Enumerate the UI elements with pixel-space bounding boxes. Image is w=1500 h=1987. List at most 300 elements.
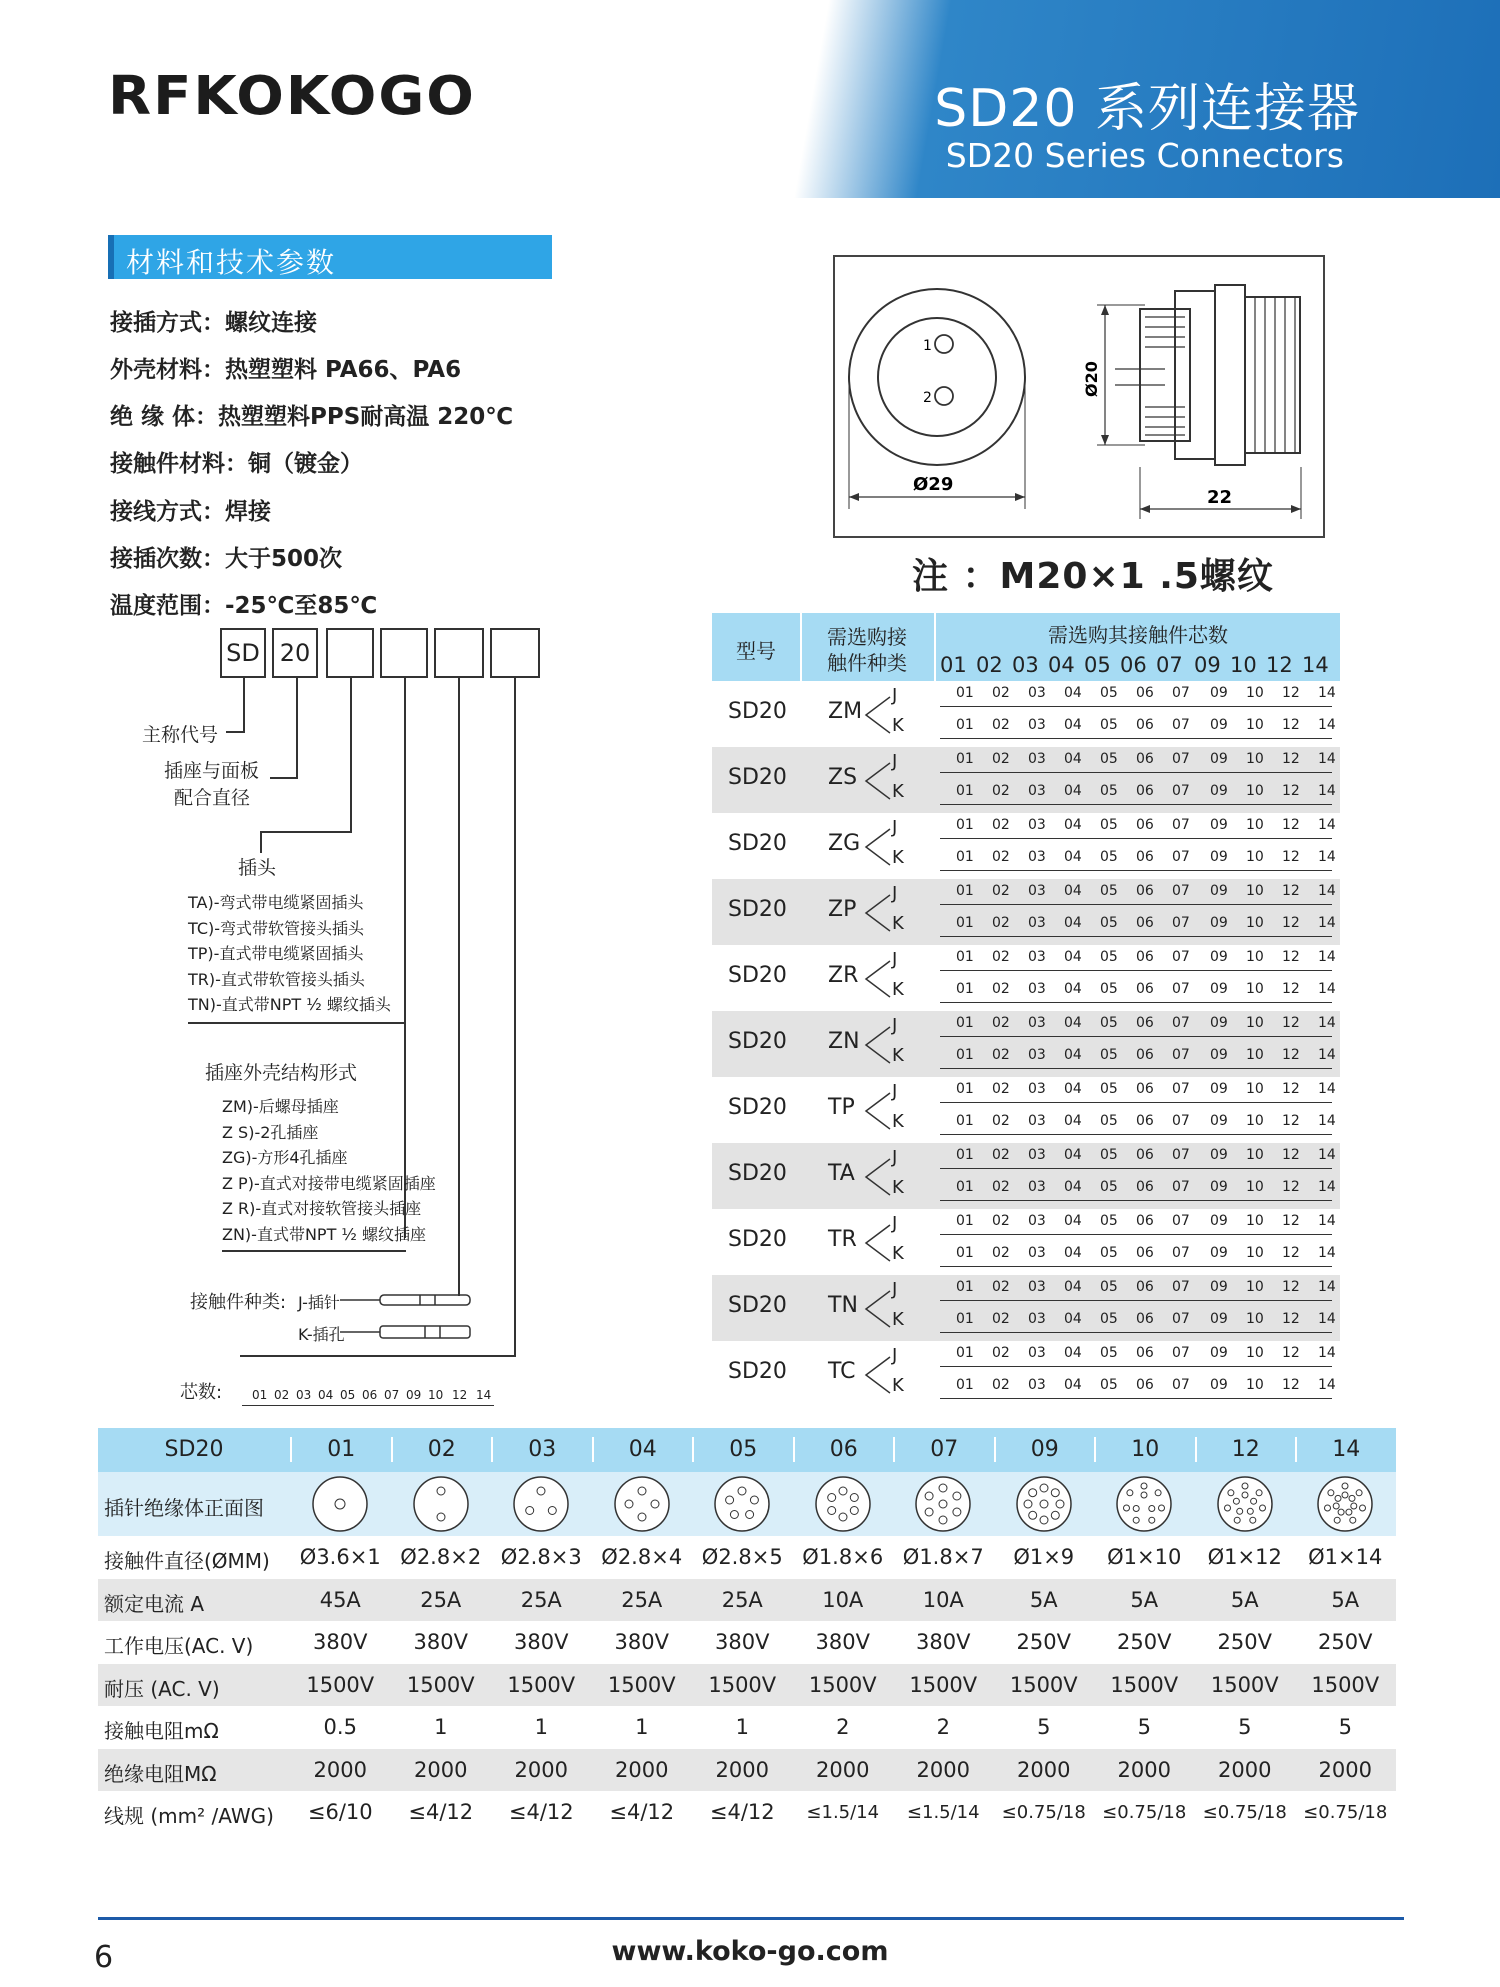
insulator-face-icon [310,1474,370,1534]
title-chinese: SD20 系列连接器 [934,79,1360,139]
pin-count: 05 [1100,915,1118,931]
pin-count-line [940,849,1336,869]
jk-j: J [892,1081,898,1102]
pin-count: 07 [1172,1179,1190,1195]
socket-item: ZG)-方形4孔插座 [222,1148,348,1167]
pin-count: 04 [1064,849,1082,865]
pin-count: 01 [956,751,974,767]
leader-line [240,1355,516,1357]
spec-value: 大于500次 [225,546,343,572]
pin-rule [940,838,1332,839]
pin-count: 01 [956,1345,974,1361]
pin-count: 02 [992,981,1010,997]
table-cell: 250V [1117,1630,1172,1654]
table-row [98,1579,1396,1621]
pin-count: 04 [1064,1311,1082,1327]
pin-count: 10 [1246,1015,1264,1031]
table-row [98,1706,1396,1748]
header-label: SD20 [164,1437,224,1462]
leader-line [270,777,298,779]
pin-count: 06 [1136,1047,1154,1063]
pin-count: 02 [992,915,1010,931]
column-head: 05 [692,1437,793,1462]
pin-count: 04 [1064,883,1082,899]
insulator-face-icon [1215,1474,1275,1534]
socket-item: Z S)-2孔插座 [222,1123,319,1142]
pin-count: 07 [1172,883,1190,899]
pin-count: 04 [1064,1081,1082,1097]
jk-k: K [892,913,904,934]
column-head: 02 [391,1437,492,1462]
pin-count: 10 [1246,1147,1264,1163]
core-number: 12 [452,1388,468,1402]
spec-value: -25℃至85℃ [225,593,378,619]
column-head: 09 [994,1437,1095,1462]
row-label: 插针绝缘体正面图 [104,1496,264,1520]
pin-count-line [940,817,1336,837]
spec-item [110,587,377,620]
pin-count: 03 [1028,1311,1046,1327]
table-cell: 2000 [715,1757,769,1782]
pin-rule [940,1168,1332,1169]
table-cell: 25A [520,1587,562,1612]
table-cell: ≤4/12 [508,1800,574,1824]
pin-count: 06 [1136,1179,1154,1195]
core-number: 09 [406,1388,422,1402]
pin-rule [940,904,1332,905]
pin-count: 06 [1136,1311,1154,1327]
pin-count: 05 [1100,783,1118,799]
jk-j: J [892,1015,898,1036]
leader-line [188,1022,406,1024]
pin2-label: 2 [923,390,932,406]
table-cell: 2 [836,1715,850,1739]
pin-count: 07 [1172,1015,1190,1031]
pin-count-line [940,1377,1336,1397]
jk-k: K [892,1375,904,1396]
spec-key: 绝 缘 体： [110,404,219,430]
insulator-face-icon [511,1474,571,1534]
spec-value: 热塑塑料 PA66、PA6 [225,357,462,383]
pin-count: 05 [1100,949,1118,965]
pin-rule [940,804,1332,805]
pin-count: 06 [1136,1213,1154,1229]
spec-item [110,540,342,573]
table-row [712,1011,1340,1077]
pin-rule [940,970,1332,971]
pin-count: 04 [1064,1015,1082,1031]
table-cell: 5A [1029,1587,1058,1612]
spec-key: 接插方式： [110,310,225,336]
pin-count: 02 [992,1311,1010,1327]
socket-item: ZN)-直式带NPT ½ 螺纹插座 [222,1225,427,1244]
core-number: 14 [476,1388,492,1402]
pin-count: 04 [1064,783,1082,799]
pin-count: 06 [1136,1279,1154,1295]
pin-count: 05 [1100,1377,1118,1393]
pin-count: 05 [1100,1279,1118,1295]
pin-count: 01 [956,981,974,997]
leader-line [226,731,245,733]
pin-rule [940,870,1332,871]
pin-count: 09 [1210,949,1228,965]
insulator-diagram-row [98,1472,1396,1536]
pin-count: 07 [1172,751,1190,767]
core-number: 01 [252,1388,268,1402]
pin-count: 14 [1318,1279,1336,1295]
pin-count: 07 [1172,717,1190,733]
pin-count: 02 [992,1015,1010,1031]
pin-count: 04 [1064,751,1082,767]
pin-count: 03 [1028,1047,1046,1063]
pin-count: 07 [1172,1279,1190,1295]
pin-count: 12 [1282,1279,1300,1295]
column-head: 07 [893,1437,994,1462]
pin-count: 07 [1172,1081,1190,1097]
table-cell: 2000 [313,1757,367,1782]
pin-rule [940,1036,1332,1037]
insulator-face-icon [813,1474,873,1534]
pin-count: 03 [1028,1345,1046,1361]
pin-count: 07 [1172,1377,1190,1393]
pin-count-line [940,1345,1336,1365]
bracket-icon [862,1089,892,1133]
pin-count: 12 [1282,1113,1300,1129]
pin-count: 04 [1064,1245,1082,1261]
pin-count: 12 [1282,1245,1300,1261]
pin-count: 01 [956,1081,974,1097]
table-row [712,879,1340,945]
table-cell: Ø1.8×7 [902,1545,984,1569]
pin-count: 02 [992,1279,1010,1295]
spec-key: 接线方式： [110,499,225,525]
insulator-face-icon [1014,1474,1074,1534]
table-cell: 1 [635,1715,649,1739]
jk-k: K [892,1045,904,1066]
pin-count: 02 [992,1047,1010,1063]
order-box-contact [434,628,484,678]
pin-count-line [940,949,1336,969]
jk-j: J [892,1279,898,1300]
pin-count: 02 [992,1213,1010,1229]
pin-count: 04 [1064,685,1082,701]
table-cell: 1 [434,1715,448,1739]
jk-k: K [892,1111,904,1132]
head-type-2: 触件种类 [827,651,907,675]
head-type-1: 需选购接 [827,625,907,649]
row-model: SD20 [728,699,787,724]
pin-count: 06 [1136,849,1154,865]
table-cell: 2000 [1218,1757,1272,1782]
pin-count: 14 [1318,949,1336,965]
table-cell: Ø2.8×4 [601,1545,683,1569]
pin-count: 14 [1318,1113,1336,1129]
table-cell: 1500V [306,1672,375,1697]
socket-title: 插座外壳结构形式 [205,1062,358,1084]
table-cell: 2000 [916,1757,970,1782]
bracket-icon [862,957,892,1001]
jk-k: K [892,715,904,736]
pin-count: 04 [1064,1113,1082,1129]
table-row [712,1077,1340,1143]
table-cell: 380V [514,1630,569,1654]
row-model: SD20 [728,1161,787,1186]
pin-count: 09 [1210,849,1228,865]
pin-count: 12 [1282,1311,1300,1327]
table-row [712,1275,1340,1341]
pin-count: 14 [1318,1245,1336,1261]
cores-label: 芯数: [180,1382,223,1403]
pin-count: 14 [1318,1147,1336,1163]
bracket-icon [862,1353,892,1397]
pin-count: 01 [956,1047,974,1063]
row-model: SD20 [728,1227,787,1252]
jk-k: K [892,847,904,868]
core-col: 05 [1084,653,1111,677]
pin-rule [940,772,1332,773]
row-type: TA [828,1161,855,1186]
column-head: 14 [1295,1437,1396,1462]
pin-count: 09 [1210,981,1228,997]
pin-count: 05 [1100,717,1118,733]
pin-count: 14 [1318,883,1336,899]
pin-count: 09 [1210,1179,1228,1195]
bracket-icon [862,1155,892,1199]
pin-count: 12 [1282,783,1300,799]
pin-count: 12 [1282,849,1300,865]
pin-count: 02 [992,685,1010,701]
pin-count: 14 [1318,981,1336,997]
table-cell: 1500V [708,1672,777,1697]
pin-count: 05 [1100,1147,1118,1163]
pin-count: 04 [1064,1377,1082,1393]
pin-count: 07 [1172,849,1190,865]
table-cell: 2000 [615,1757,669,1782]
pin-count: 09 [1210,817,1228,833]
table-row [712,945,1340,1011]
table-row [712,1341,1340,1407]
table-cell: 380V [916,1630,971,1654]
table-cell: 2000 [514,1757,568,1782]
pin-count: 07 [1172,1213,1190,1229]
pin-count: 02 [992,1377,1010,1393]
row-model: SD20 [728,963,787,988]
pin-count-line [940,1279,1336,1299]
pin-count: 02 [992,1147,1010,1163]
table-row [712,1209,1340,1275]
row-type: ZS [828,765,858,790]
thread-dia-label: Ø20 [1082,361,1101,397]
pin-count: 02 [992,1179,1010,1195]
pin-count: 12 [1282,817,1300,833]
insulator-face-icon [411,1474,471,1534]
table-cell: 2000 [1017,1757,1071,1782]
pin-count: 06 [1136,783,1154,799]
spec-key: 接插次数： [110,546,225,572]
pin-count: 02 [992,1345,1010,1361]
table-row [712,681,1340,747]
jk-j: J [892,883,898,904]
table-cell: 2000 [816,1757,870,1782]
column-head: 06 [793,1437,894,1462]
table-cell: Ø3.6×1 [299,1545,381,1569]
pin-count: 02 [992,751,1010,767]
pin-count: 12 [1282,1147,1300,1163]
pin-count: 06 [1136,1113,1154,1129]
head-model: 型号 [736,639,776,663]
pin-count: 07 [1172,685,1190,701]
table-cell: 5 [1137,1715,1151,1739]
table-cell: 25A [621,1587,663,1612]
table-cell: 0.5 [323,1715,357,1739]
pin-count-line [940,1311,1336,1331]
pin-count: 06 [1136,883,1154,899]
pin-count: 09 [1210,1047,1228,1063]
pin-count: 07 [1172,1245,1190,1261]
table-row [98,1664,1396,1706]
column-head: 10 [1094,1437,1195,1462]
plug-item: TP)-直式带电缆紧固插头 [188,944,364,963]
insulator-face-icon [612,1474,672,1534]
leader-line [222,1250,406,1252]
table-cell: Ø1×14 [1308,1545,1383,1569]
pin-count: 10 [1246,1279,1264,1295]
jk-j: J [892,751,898,772]
pin-count: 12 [1282,685,1300,701]
socket-item: Z P)-直式对接带电缆紧固插座 [222,1174,436,1193]
table-row [98,1791,1396,1833]
pin-count: 10 [1246,1245,1264,1261]
jk-j: J [892,1213,898,1234]
row-type: TC [828,1359,856,1384]
pin-count: 06 [1136,751,1154,767]
pin-count: 10 [1246,783,1264,799]
pin-count: 03 [1028,1113,1046,1129]
table-cell: 1500V [507,1672,576,1697]
pin-rule [940,1398,1332,1399]
bracket-icon [862,1221,892,1265]
pin-rule [940,738,1332,739]
pin-count: 14 [1318,783,1336,799]
pin-count: 10 [1246,1345,1264,1361]
title-english: SD20 Series Connectors [945,136,1344,175]
bracket-icon [862,693,892,737]
pin-count: 09 [1210,1345,1228,1361]
core-col: 02 [976,653,1003,677]
pin-rule [940,1002,1332,1003]
table-row [98,1536,1396,1578]
row-type: TR [828,1227,857,1252]
pin-count: 06 [1136,717,1154,733]
head-cores: 需选购其接触件芯数 [1048,623,1228,647]
pin-count: 02 [992,717,1010,733]
pin-count: 05 [1100,685,1118,701]
pin-count: 01 [956,1279,974,1295]
pin-count: 10 [1246,751,1264,767]
drawing-svg [835,257,1323,536]
pin-count: 05 [1100,1015,1118,1031]
pin-count: 05 [1100,1311,1118,1327]
pin-count: 05 [1100,751,1118,767]
pin-count: 12 [1282,883,1300,899]
core-column-heads [936,651,1340,681]
pin-count: 10 [1246,949,1264,965]
row-label: 额定电流 A [104,1591,205,1616]
pin-count: 02 [992,849,1010,865]
pin-count: 05 [1100,817,1118,833]
insulator-face-icon [1114,1474,1174,1534]
table-cell: 2000 [414,1757,468,1782]
jk-k: K [892,781,904,802]
table-row [98,1621,1396,1663]
core-col: 10 [1230,653,1257,677]
pin-count: 06 [1136,1245,1154,1261]
jk-k: K [892,979,904,1000]
page-header [0,0,1500,198]
pin-count: 10 [1246,1047,1264,1063]
row-model: SD20 [728,1095,787,1120]
pin-count: 01 [956,685,974,701]
pin-count: 10 [1246,1113,1264,1129]
column-head: 03 [491,1437,592,1462]
pin-count: 14 [1318,1311,1336,1327]
pin-count: 01 [956,1213,974,1229]
pin-count: 09 [1210,1377,1228,1393]
pin-count: 12 [1282,751,1300,767]
pin-count: 07 [1172,949,1190,965]
row-label: 接触件直径(ØMM) [104,1549,270,1573]
pin-count: 03 [1028,685,1046,701]
socket-item: Z R)-直式对接软管接头插座 [222,1199,422,1218]
pin-rule [940,1266,1332,1267]
cores-list [252,1388,502,1406]
table-cell: 5 [1338,1715,1352,1739]
footer-url: www.koko-go.com [611,1936,889,1967]
insulator-face-icon [913,1474,973,1534]
pin-count: 10 [1246,1081,1264,1097]
spec-value: 铜（镀金） [248,451,363,477]
table-cell: 380V [614,1630,669,1654]
table-cell: Ø2.8×5 [701,1545,783,1569]
footer-divider [98,1917,1404,1920]
main-code-label: 主称代号 [142,724,219,746]
table-cell: 1500V [607,1672,676,1697]
pin-count: 14 [1318,1081,1336,1097]
pin-count: 14 [1318,685,1336,701]
table-cell: Ø1×9 [1013,1545,1075,1569]
pin-rule [940,1234,1332,1235]
pin-count: 04 [1064,1279,1082,1295]
pin-count: 12 [1282,981,1300,997]
core-number: 03 [296,1388,312,1402]
pin-count: 06 [1136,1147,1154,1163]
spec-item [110,493,271,526]
jk-j: J [892,685,898,706]
table-cell: 1 [735,1715,749,1739]
table-cell: 5A [1130,1587,1159,1612]
pin-count: 05 [1100,1245,1118,1261]
bracket-icon [862,825,892,869]
bracket-icon [862,891,892,935]
table-cell: 5A [1331,1587,1360,1612]
pin-count: 03 [1028,1147,1046,1163]
row-model: SD20 [728,765,787,790]
pin-rule [940,1102,1332,1103]
leader-line [404,678,406,1238]
pin-count-line [940,1015,1336,1035]
row-model: SD20 [728,1029,787,1054]
row-type: ZN [828,1029,860,1054]
